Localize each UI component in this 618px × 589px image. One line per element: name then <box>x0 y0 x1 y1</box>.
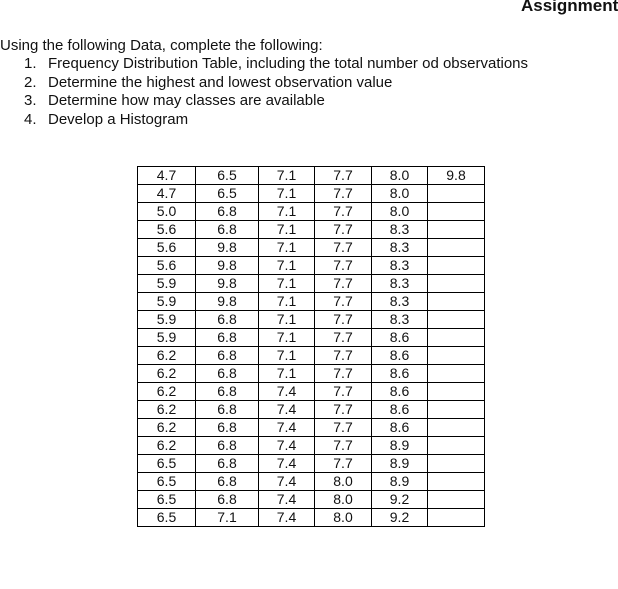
table-cell: 7.7 <box>315 365 372 383</box>
table-cell: 7.7 <box>315 401 372 419</box>
table-cell: 7.7 <box>315 275 372 293</box>
table-row <box>138 509 485 527</box>
task-list <box>0 55 528 129</box>
table-cell: 8.3 <box>372 239 428 257</box>
table-cell: 8.3 <box>372 221 428 239</box>
table-cell: 6.8 <box>196 311 259 329</box>
table-cell: 7.4 <box>259 401 315 419</box>
table-cell: 8.6 <box>372 401 428 419</box>
task-number: 3. <box>24 92 37 109</box>
table-cell: 6.8 <box>196 347 259 365</box>
table-cell: 7.7 <box>315 185 372 203</box>
table-cell <box>428 455 485 473</box>
table-cell: 6.5 <box>138 473 196 491</box>
table-cell <box>428 473 485 491</box>
table-row <box>138 311 485 329</box>
table-cell: 7.4 <box>259 491 315 509</box>
document-title: Assignment <box>521 0 618 15</box>
table-cell: 7.1 <box>259 257 315 275</box>
task-item <box>0 92 528 111</box>
table-cell: 9.8 <box>196 293 259 311</box>
table-cell: 5.6 <box>138 257 196 275</box>
table-cell: 8.3 <box>372 275 428 293</box>
table-cell: 8.6 <box>372 365 428 383</box>
table-row <box>138 491 485 509</box>
table-cell: 8.0 <box>315 491 372 509</box>
table-cell: 7.1 <box>259 167 315 185</box>
table-cell: 7.4 <box>259 473 315 491</box>
table-cell: 8.9 <box>372 437 428 455</box>
table-cell: 6.8 <box>196 221 259 239</box>
table-cell: 6.8 <box>196 419 259 437</box>
table-cell: 7.7 <box>315 311 372 329</box>
table-cell: 6.5 <box>138 455 196 473</box>
table-cell: 7.1 <box>259 347 315 365</box>
table-row <box>138 239 485 257</box>
table-cell <box>428 419 485 437</box>
task-text: Develop a Histogram <box>48 110 189 128</box>
table-cell: 6.8 <box>196 401 259 419</box>
table-cell: 4.7 <box>138 167 196 185</box>
table-cell: 7.4 <box>259 455 315 473</box>
table-row <box>138 329 485 347</box>
table-cell: 6.8 <box>196 455 259 473</box>
table-cell: 7.7 <box>315 221 372 239</box>
table-cell: 6.8 <box>196 203 259 221</box>
table-row <box>138 221 485 239</box>
table-cell: 5.9 <box>138 275 196 293</box>
table-cell <box>428 203 485 221</box>
table-cell: 8.6 <box>372 329 428 347</box>
table-row <box>138 185 485 203</box>
task-text: Determine the highest and lowest observation value <box>48 73 393 91</box>
table-cell: 4.7 <box>138 185 196 203</box>
table-cell: 6.8 <box>196 491 259 509</box>
table-cell: 6.8 <box>196 437 259 455</box>
task-item <box>0 55 528 74</box>
table-cell: 6.8 <box>196 365 259 383</box>
table-row <box>138 203 485 221</box>
task-text: Determine how may classes are available <box>48 92 325 109</box>
table-cell: 9.8 <box>196 275 259 293</box>
table-cell: 7.1 <box>259 275 315 293</box>
observations-table-body <box>138 167 485 527</box>
table-cell: 9.2 <box>372 491 428 509</box>
table-cell: 9.8 <box>196 257 259 275</box>
table-cell: 7.1 <box>259 329 315 347</box>
task-number: 1. <box>24 55 37 72</box>
table-cell: 5.9 <box>138 311 196 329</box>
table-cell: 6.5 <box>138 491 196 509</box>
table-row <box>138 383 485 401</box>
table-cell: 5.0 <box>138 203 196 221</box>
table-cell: 7.4 <box>259 509 315 527</box>
table-cell: 8.0 <box>372 185 428 203</box>
table-cell <box>428 401 485 419</box>
table-cell: 9.2 <box>372 509 428 527</box>
table-cell: 7.7 <box>315 167 372 185</box>
table-cell: 6.8 <box>196 383 259 401</box>
table-cell: 9.8 <box>196 239 259 257</box>
table-cell: 8.0 <box>372 167 428 185</box>
table-cell: 8.9 <box>372 473 428 491</box>
table-cell: 8.0 <box>372 203 428 221</box>
table-cell: 6.5 <box>196 167 259 185</box>
table-cell: 6.5 <box>138 509 196 527</box>
table-cell: 7.7 <box>315 293 372 311</box>
table-cell: 8.0 <box>315 473 372 491</box>
table-cell <box>428 221 485 239</box>
table-cell <box>428 275 485 293</box>
table-row <box>138 257 485 275</box>
intro-text: Using the following Data, complete the following: <box>0 37 323 54</box>
table-cell: 6.8 <box>196 473 259 491</box>
table-row <box>138 365 485 383</box>
table-cell: 8.3 <box>372 293 428 311</box>
table-cell: 5.9 <box>138 329 196 347</box>
table-row <box>138 401 485 419</box>
table-cell: 8.6 <box>372 419 428 437</box>
observations-table <box>137 166 485 527</box>
table-cell: 7.7 <box>315 437 372 455</box>
table-cell: 9.8 <box>428 167 485 185</box>
task-item <box>0 111 528 130</box>
table-cell: 7.1 <box>259 293 315 311</box>
table-cell: 6.8 <box>196 329 259 347</box>
table-cell: 7.7 <box>315 383 372 401</box>
table-cell: 6.2 <box>138 383 196 401</box>
table-cell <box>428 257 485 275</box>
table-cell <box>428 293 485 311</box>
table-cell <box>428 509 485 527</box>
table-cell: 6.2 <box>138 437 196 455</box>
table-cell: 7.7 <box>315 203 372 221</box>
table-cell: 7.7 <box>315 347 372 365</box>
table-cell: 8.3 <box>372 257 428 275</box>
table-cell: 5.6 <box>138 239 196 257</box>
table-cell: 6.2 <box>138 419 196 437</box>
table-cell: 6.2 <box>138 347 196 365</box>
table-cell <box>428 311 485 329</box>
task-item <box>0 74 528 93</box>
table-cell: 8.0 <box>315 509 372 527</box>
table-cell: 6.5 <box>196 185 259 203</box>
table-cell: 5.9 <box>138 293 196 311</box>
table-cell: 7.4 <box>259 437 315 455</box>
table-cell: 7.1 <box>259 311 315 329</box>
task-number: 2. <box>24 73 37 91</box>
table-row <box>138 419 485 437</box>
table-cell <box>428 239 485 257</box>
table-cell <box>428 347 485 365</box>
table-cell: 7.1 <box>196 509 259 527</box>
table-cell: 8.6 <box>372 347 428 365</box>
table-cell: 7.7 <box>315 329 372 347</box>
table-cell: 6.2 <box>138 401 196 419</box>
table-cell: 7.7 <box>315 419 372 437</box>
table-cell: 7.1 <box>259 365 315 383</box>
table-cell: 7.1 <box>259 239 315 257</box>
table-cell: 7.4 <box>259 383 315 401</box>
table-cell: 8.6 <box>372 383 428 401</box>
table-cell: 7.1 <box>259 185 315 203</box>
table-cell: 6.2 <box>138 365 196 383</box>
table-cell: 7.7 <box>315 257 372 275</box>
table-row <box>138 275 485 293</box>
table-cell: 7.7 <box>315 239 372 257</box>
table-cell: 7.1 <box>259 221 315 239</box>
table-cell: 8.3 <box>372 311 428 329</box>
table-cell: 8.9 <box>372 455 428 473</box>
table-cell: 7.4 <box>259 419 315 437</box>
task-text: Frequency Distribution Table, including the total number od observations <box>48 55 528 72</box>
table-row <box>138 347 485 365</box>
table-row <box>138 167 485 185</box>
task-number: 4. <box>24 110 37 128</box>
table-row <box>138 473 485 491</box>
table-cell <box>428 329 485 347</box>
table-cell: 7.7 <box>315 455 372 473</box>
table-cell <box>428 491 485 509</box>
table-cell <box>428 365 485 383</box>
table-cell <box>428 437 485 455</box>
table-cell: 7.1 <box>259 203 315 221</box>
table-cell <box>428 185 485 203</box>
table-row <box>138 437 485 455</box>
table-cell <box>428 383 485 401</box>
table-row <box>138 293 485 311</box>
table-cell: 5.6 <box>138 221 196 239</box>
table-row <box>138 455 485 473</box>
